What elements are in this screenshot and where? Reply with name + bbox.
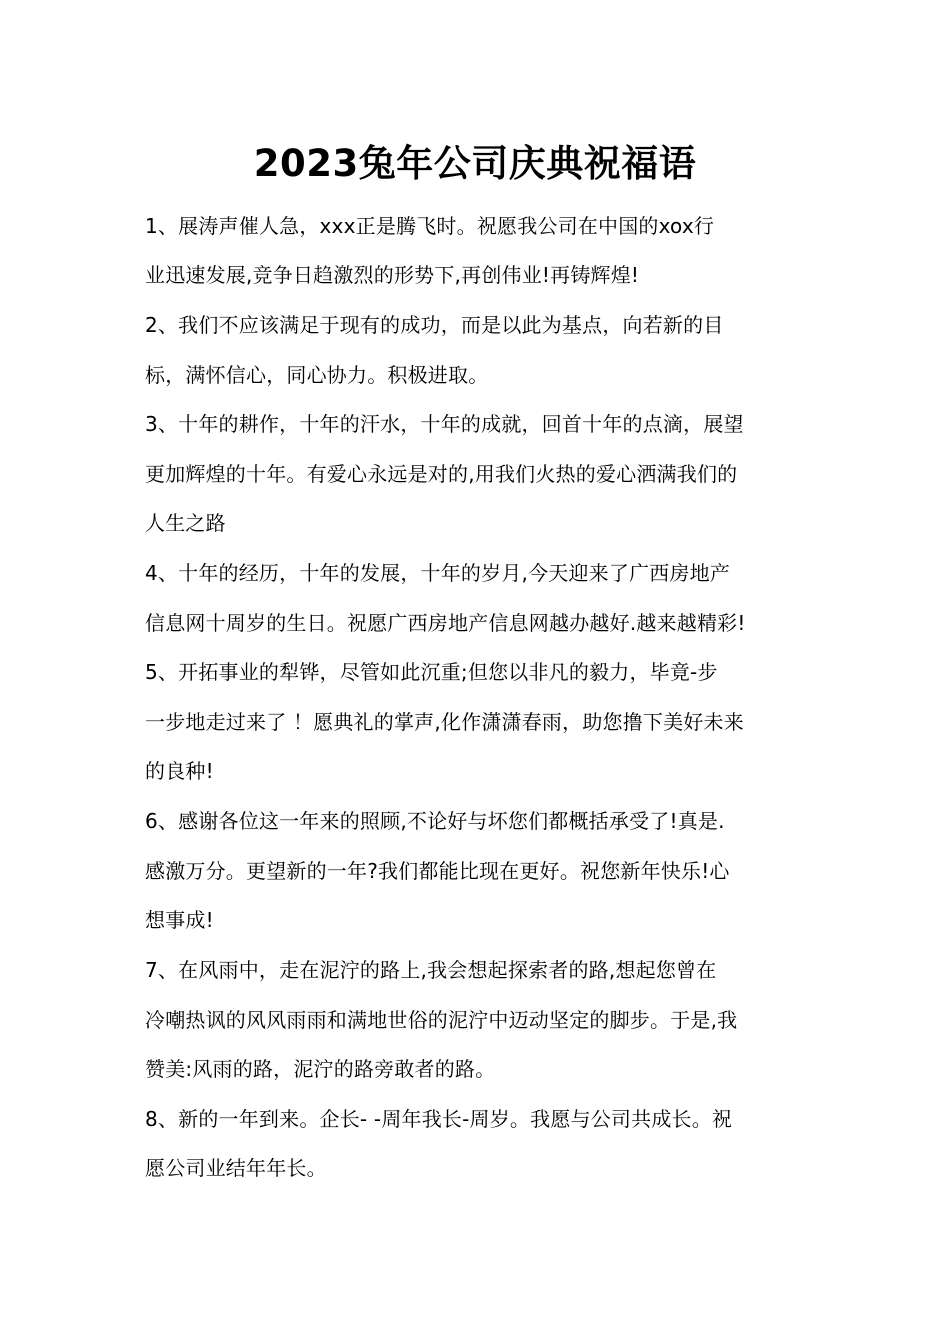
text-line: 感激万分。更望新的一年?我们都能比现在更好。祝您新年快乐!心: [145, 859, 730, 883]
text-line: 6、感谢各位这一年来的照顾,不论好与坏您们都概括承受了!真是.: [145, 809, 725, 833]
text-line: 8、新的一年到来。企长- -周年我长-周岁。我愿与公司共成长。祝: [145, 1107, 733, 1131]
text-line: 3、十年的耕作，十年的汗水，十年的成就，回首十年的点滴，展望: [145, 412, 744, 436]
text-line: 5、开拓事业的犁铧，尽管如此沉重;但您以非凡的毅力，毕竟-步: [145, 660, 718, 684]
document-title: 2023兔年公司庆典祝福语: [253, 142, 697, 185]
text-line: 一步地走过来了 ！愿典礼的掌声,化作潇潇春雨，助您撸下美好未来: [145, 710, 744, 734]
text-line: 7、在风雨中，走在泥泞的路上,我会想起探索者的路,想起您曾在: [145, 958, 717, 982]
text-line: 4、十年的经历，十年的发展，十年的岁月,今天迎来了广西房地产: [145, 561, 731, 585]
text-line: 愿公司业结年年长。: [145, 1156, 327, 1180]
text-line: 想事成!: [145, 908, 214, 932]
text-line: 业迅速发展,竞争日趋激烈的形势下,再创伟业!再铸辉煌!: [145, 263, 640, 287]
text-line: 标，满怀信心，同心协力。积极进取。: [145, 363, 489, 387]
text-line: 信息网十周岁的生日。祝愿广西房地产信息网越办越好.越来越精彩!: [145, 611, 746, 635]
text-line: 2、我们不应该满足于现有的成功，而是以此为基点，向若新的目: [145, 313, 724, 337]
text-line: 赞美:风雨的路，泥泞的路旁敢者的路。: [145, 1057, 496, 1081]
text-line: 冷嘲热讽的风风雨雨和满地世俗的泥泞中迈动坚定的脚步。于是,我: [145, 1008, 738, 1032]
text-line: 的良种!: [145, 759, 214, 783]
text-line: 人生之路: [145, 511, 226, 535]
text-line: 更加辉煌的十年。有爱心永远是对的,用我们火热的爱心洒满我们的: [145, 462, 738, 486]
text-line: 1、展涛声催人急，xxx正是腾飞时。祝愿我公司在中国的xox行: [145, 214, 715, 238]
